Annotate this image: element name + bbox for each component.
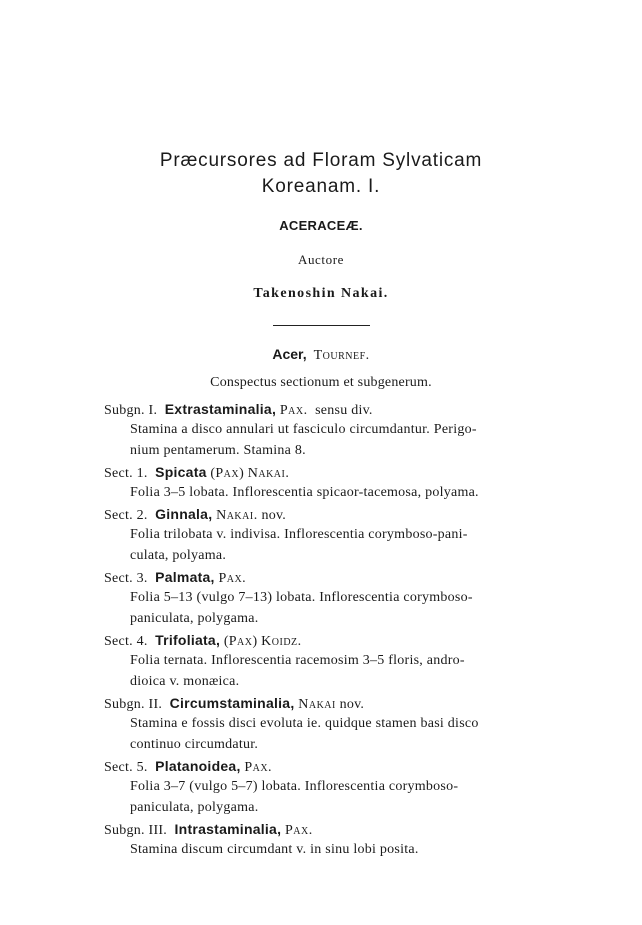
entry-rank: Subgn. I. [104,403,158,418]
title-line-2: Koreanam. I. [261,176,381,197]
divider-rule [273,325,370,326]
entry-taxon-name: Extrastaminalia, [164,401,277,417]
entry-section-5 [104,758,272,776]
genus-name: Acer, [272,346,307,362]
entry-description-line: paniculata, polygama. [130,800,259,815]
entry-authority: Nakai. [247,466,290,481]
entry-paren-open: ( [223,634,229,649]
author-name: Takenoshin Nakai. [253,286,389,301]
entry-taxon-name: Intrastaminalia, [174,821,282,837]
entry-basionym-authority: Pax [215,466,240,481]
entry-rank: Sect. 4. [104,634,148,649]
entry-description-line: Stamina a disco annulari ut fasciculo circumdantur. Perigo- [130,422,477,437]
auctore-label: Auctore [297,252,345,267]
entry-taxon-name: Spicata [155,464,207,480]
entry-description-line: Folia 3–5 lobata. Inflorescentia spicaor-tacemosa, polyama. [130,485,479,500]
entry-basionym-authority: Pax [228,634,253,649]
entry-taxon-name: Trifoliata, [155,632,221,648]
entry-section-1 [104,464,289,482]
conspectus-heading: Conspectus sectionum et subgenerum. [210,375,432,390]
entry-authority: Koidz. [261,634,302,649]
entry-authority: Nakai [298,697,336,712]
family-heading: ACERACEÆ. [279,218,363,233]
entry-description-line: paniculata, polygama. [130,611,259,626]
entry-qualifier: nov. [261,508,287,523]
entry-taxon-name: Ginnala, [155,506,213,522]
entry-rank: Sect. 5. [104,760,148,775]
entry-description-line: Folia trilobata v. indivisa. Inflorescentia corymboso-pani- [130,527,468,542]
entry-authority: Pax. [284,823,313,838]
entry-description-line: Folia 5–13 (vulgo 7–13) lobata. Inflorescentia corymboso- [130,590,473,605]
entry-description-line: dioica v. monæica. [130,674,240,689]
entry-rank: Subgn. III. [104,823,168,838]
entry-description-line: continuo circumdatur. [130,737,259,752]
entry-description-line: culata, polyama. [130,548,227,563]
entry-rank: Subgn. II. [104,697,163,712]
genus-authority: Tournef. [313,348,370,363]
entry-paren-close: ) [252,634,258,649]
entry-description-line: Stamina discum circumdant v. in sinu lobi posita. [130,842,419,857]
entry-subgenus-2 [104,695,364,713]
entry-authority: Pax. [279,403,308,418]
entry-paren-close: ) [239,466,244,481]
genus-heading [0,346,642,364]
entry-rank: Sect. 2. [104,508,148,523]
entry-section-4 [104,632,302,650]
entry-rank: Sect. 3. [104,571,148,586]
entry-taxon-name: Palmata, [155,569,215,585]
entry-subgenus-1 [104,401,373,419]
entry-authority: Pax. [244,760,273,775]
entry-authority: Nakai. [216,508,258,523]
entry-section-3 [104,569,246,587]
title-line-1: Præcursores ad Floram Sylvaticam [159,150,483,171]
entry-qualifier: sensu div. [315,403,373,418]
entry-subgenus-3 [104,821,313,839]
entry-description-line: Stamina e fossis disci evoluta ie. quidque stamen basi disco [130,716,479,731]
entry-rank: Sect. 1. [104,466,148,481]
entry-description-line: nium pentamerum. Stamina 8. [130,443,306,458]
entry-section-2 [104,506,286,524]
entry-taxon-name: Platanoidea, [155,758,241,774]
entry-description-line: Folia 3–7 (vulgo 5–7) lobata. Inflorescentia corymboso- [130,779,459,794]
entry-authority: Pax. [218,571,247,586]
entry-qualifier: nov. [339,697,365,712]
entry-description-line: Folia ternata. Inflorescentia racemosim 3–5 floris, andro- [130,653,465,668]
entry-taxon-name: Circumstaminalia, [169,695,295,711]
entry-paren-open: ( [210,466,216,481]
